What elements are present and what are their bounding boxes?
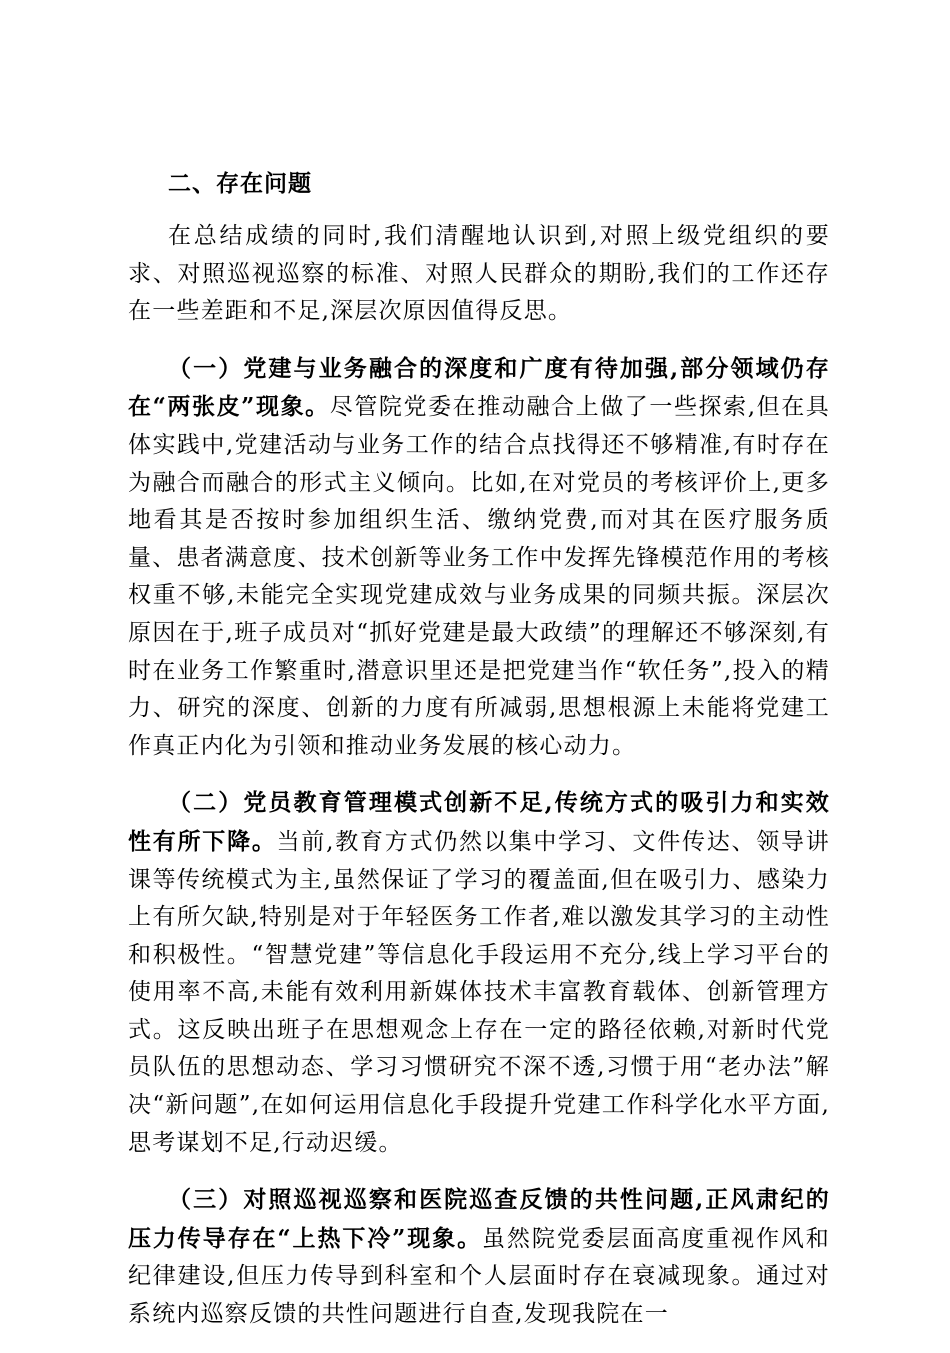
- problem-2-body: 当前,教育方式仍然以集中学习、文件传达、领导讲课等传统模式为主,虽然保证了学习的覆盖面,但在吸引力、感染力上有所欠缺,特别是对于年轻医务工作者,难以激发其学习的主动性和积极性。“智慧党建”等信息化手段运用不充分,线上学习平台的使用率不高,未能有效利用新媒体技术丰富教育载体、创新管理方式。这反映出班子在思想观念上存在一定的路径依赖,对新时代党员队伍的思想动态、学习习惯研究不深不透,习惯于用“老办法”解决“新问题”,在如何运用信息化手段提升党建工作科学化水平方面,思考谋划不足,行动迟缓。: [128, 828, 830, 1156]
- problem-paragraph-3: [128, 1181, 830, 1333]
- problem-2-lead: （二）党员教育管理模式创新不足,传统方式的吸引力和实效性有所下降。: [128, 789, 830, 855]
- problem-3-lead: （三）对照巡视巡察和医院巡查反馈的共性问题,正风肃纪的压力传导存在“上热下冷”现象。: [128, 1186, 830, 1252]
- problem-paragraph-2: [128, 784, 830, 1162]
- document-body: [128, 165, 830, 1353]
- section-heading: 二、存在问题: [168, 170, 312, 197]
- problem-1-lead: （一）党建与业务融合的深度和广度有待加强,部分领域仍存在“两张皮”现象。: [128, 354, 830, 421]
- problem-3-body: 虽然院党委层面高度重视作风和纪律建设,但压力传导到科室和个人层面时存在衰减现象。通过对系统内巡察反馈的共性问题进行自查,发现我院在一: [128, 1225, 830, 1328]
- problem-paragraph-1: [128, 350, 830, 766]
- problem-1-body: 尽管院党委在推动融合上做了一些探索,但在具体实践中,党建活动与业务工作的结合点找得还不够精准,有时存在为融合而融合的形式主义倾向。比如,在对党员的考核评价上,更多地看其是否按时参加组织生活、缴纳党费,而对其在医疗服务质量、患者满意度、技术创新等业务工作中发挥先锋模范作用的考核权重不够,未能完全实现党建成效与业务成果的同频共振。深层次原因在于,班子成员对“抓好党建是最大政绩”的理解还不够深刻,有时在业务工作繁重时,潜意识里还是把党建当作“软任务”,投入的精力、研究的深度、创新的力度有所减弱,思想根源上未能将党建工作真正内化为引领和推动业务发展的核心动力。: [128, 394, 830, 759]
- intro-paragraph: 在总结成绩的同时,我们清醒地认识到,对照上级党组织的要求、对照巡视巡察的标准、对照人民群众的期盼,我们的工作还存在一些差距和不足,深层次原因值得反思。: [128, 223, 830, 325]
